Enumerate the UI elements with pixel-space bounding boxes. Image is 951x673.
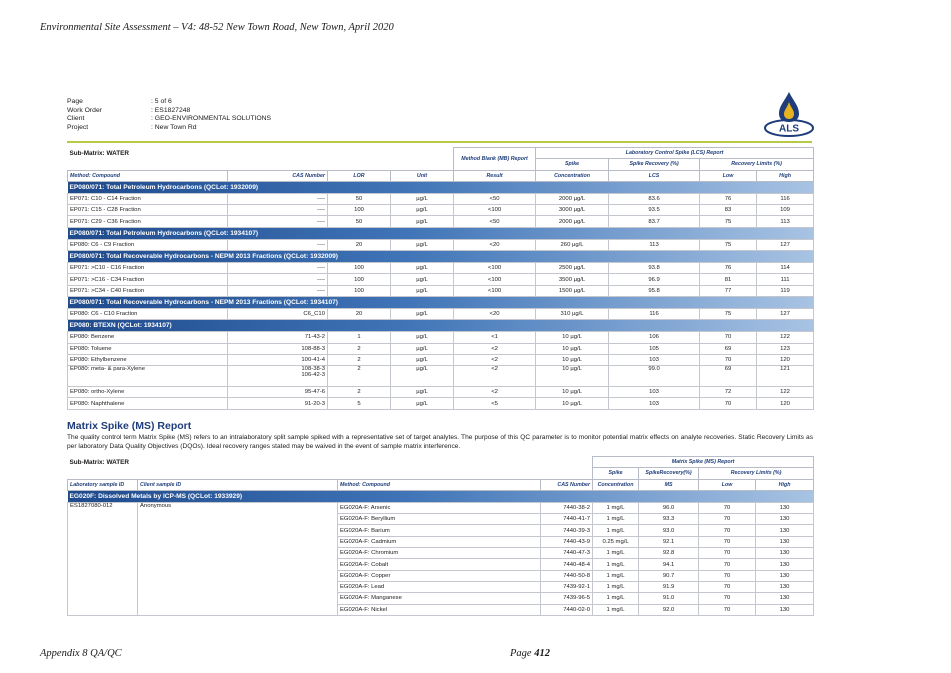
lor: 50	[328, 193, 391, 204]
compound: EG020A-F: Copper	[338, 570, 541, 581]
compound: EP080: C6 - C10 Fraction	[68, 308, 228, 319]
group-row	[68, 296, 814, 308]
cas-number: 7440-38-2	[541, 502, 593, 513]
lor: 100	[328, 263, 391, 274]
result: <20	[454, 239, 536, 250]
compound: EG020A-F: Chromium	[338, 548, 541, 559]
ms-sub-matrix-value: WATER	[106, 458, 130, 466]
unit: µg/L	[391, 398, 454, 409]
lcs: 103	[609, 354, 700, 365]
data-row	[68, 387, 814, 398]
lor: 100	[328, 274, 391, 285]
meta-key: Client	[67, 115, 85, 123]
cas-value: ----	[317, 196, 325, 203]
cas-number	[228, 308, 328, 319]
lcs: 105	[609, 343, 700, 354]
ms: 93.3	[639, 514, 699, 525]
meta-value: : ES1827248	[151, 106, 191, 114]
data-row	[68, 354, 814, 365]
result: <2	[454, 343, 536, 354]
unit: µg/L	[391, 205, 454, 216]
cas-value: 108-38-3	[301, 366, 325, 373]
lcs: 106	[609, 332, 700, 343]
result: <50	[454, 216, 536, 227]
high: 119	[757, 285, 814, 296]
conc: 1 mg/L	[593, 559, 639, 570]
conc: 2500 µg/L	[536, 263, 609, 274]
meta-value: : 5 of 6	[151, 98, 172, 105]
meta-value: : New Town Rd	[151, 123, 197, 131]
ms: 91.0	[639, 593, 699, 604]
low: 70	[700, 332, 757, 343]
high: 113	[757, 216, 814, 227]
conc: 1 mg/L	[593, 604, 639, 615]
als-logo	[763, 90, 815, 138]
group-title: EP080: BTEXN (QCLot: 1934107)	[68, 320, 814, 332]
conc: 10 µg/L	[536, 398, 609, 409]
meta-row	[67, 124, 271, 133]
ms: 93.0	[639, 525, 699, 536]
high: 122	[757, 332, 814, 343]
header-row	[68, 148, 814, 159]
compound: EG020A-F: Beryllium	[338, 514, 541, 525]
col-method: Method: Compound	[68, 170, 228, 181]
cas-number	[228, 274, 328, 285]
high: 123	[757, 343, 814, 354]
group-row	[68, 181, 814, 193]
low: 70	[699, 581, 756, 592]
col-result: Result	[454, 170, 536, 181]
data-row	[68, 216, 814, 227]
high: 116	[757, 193, 814, 204]
lor: 2	[328, 366, 391, 387]
col-method-blank: Method Blank (MB) Report	[454, 148, 536, 171]
unit: µg/L	[391, 285, 454, 296]
high: 130	[756, 548, 814, 559]
group-row	[68, 320, 814, 332]
col-high: High	[756, 479, 814, 490]
compound: EG020A-F: Cadmium	[338, 536, 541, 547]
ms-report-title: Matrix Spike (MS) Report	[67, 420, 192, 432]
col-spike: Spike	[593, 468, 639, 479]
compound: EG020A-F: Arsenic	[338, 502, 541, 513]
cas-number: 7440-48-4	[541, 559, 593, 570]
cas-number	[228, 366, 328, 387]
cas-value: ----	[317, 287, 325, 294]
conc: 0.25 mg/L	[593, 536, 639, 547]
high: 111	[757, 274, 814, 285]
compound: EP080: C6 - C9 Fraction	[68, 239, 228, 250]
col-lcs: LCS	[609, 170, 700, 181]
low: 70	[699, 559, 756, 570]
result: <1	[454, 332, 536, 343]
conc: 1500 µg/L	[536, 285, 609, 296]
col-ms-report: Matrix Spike (MS) Report	[593, 457, 814, 468]
lor: 20	[328, 239, 391, 250]
cas-value: 91-20-3	[304, 400, 325, 407]
meta-value: : GEO-ENVIRONMENTAL SOLUTIONS	[151, 115, 272, 123]
data-row	[68, 193, 814, 204]
compound: EP080: Benzene	[68, 332, 228, 343]
compound: EG020A-F: Lead	[338, 581, 541, 592]
lor: 5	[328, 398, 391, 409]
meta-row	[67, 98, 271, 107]
group-title: EP080/071: Total Petroleum Hydrocarbons (QCLot: 1934107)	[68, 227, 814, 239]
data-row	[68, 308, 814, 319]
conc: 10 µg/L	[536, 332, 609, 343]
group-title: EP080/071: Total Recoverable Hydrocarbons - NEPM 2013 Fractions (QCLot: 1932009)	[68, 251, 814, 263]
sub-matrix-value: WATER	[106, 149, 130, 157]
ms-sub-matrix	[68, 457, 593, 468]
cas-number	[228, 398, 328, 409]
lcs: 116	[609, 308, 700, 319]
result: <2	[454, 387, 536, 398]
low: 70	[699, 502, 756, 513]
cas-number: 7440-41-7	[541, 514, 593, 525]
conc: 10 µg/L	[536, 366, 609, 387]
high: 121	[757, 366, 814, 387]
unit: µg/L	[391, 354, 454, 365]
col-concentration: Concentration	[593, 479, 639, 490]
conc: 1 mg/L	[593, 548, 639, 559]
low: 70	[699, 570, 756, 581]
result: <2	[454, 354, 536, 365]
header-spacer	[68, 468, 593, 479]
data-row	[68, 239, 814, 250]
high: 130	[756, 525, 814, 536]
high: 122	[757, 387, 814, 398]
ms-table	[67, 456, 814, 616]
low: 70	[699, 548, 756, 559]
document-header: Environmental Site Assessment – V4: 48-52 New Town Road, New Town, April 2020	[40, 22, 394, 33]
col-cas: CAS Number	[228, 170, 328, 181]
unit: µg/L	[391, 216, 454, 227]
low: 75	[700, 239, 757, 250]
col-lor: LOR	[328, 170, 391, 181]
cas-number	[228, 332, 328, 343]
high: 127	[757, 308, 814, 319]
unit: µg/L	[391, 193, 454, 204]
col-cas: CAS Number	[541, 479, 593, 490]
result: <100	[454, 263, 536, 274]
group-title: EP080/071: Total Recoverable Hydrocarbons - NEPM 2013 Fractions (QCLot: 1934107)	[68, 296, 814, 308]
cas-value: 100-41-4	[301, 357, 325, 363]
compound: EP080: Toluene	[68, 343, 228, 354]
data-row	[68, 502, 814, 513]
high: 130	[756, 593, 814, 604]
sub-matrix	[68, 148, 454, 159]
low: 76	[700, 193, 757, 204]
cas-number	[228, 205, 328, 216]
header-row	[68, 468, 814, 479]
conc: 310 µg/L	[536, 308, 609, 319]
high: 130	[756, 514, 814, 525]
conc: 260 µg/L	[536, 239, 609, 250]
data-row	[68, 263, 814, 274]
col-spike-recovery: SpikeRecovery(%)	[639, 468, 699, 479]
lcs: 96.9	[609, 274, 700, 285]
low: 70	[699, 593, 756, 604]
conc: 10 µg/L	[536, 387, 609, 398]
cas-number: 7440-43-9	[541, 536, 593, 547]
group-row	[68, 251, 814, 263]
ms: 92.0	[639, 604, 699, 615]
unit: µg/L	[391, 332, 454, 343]
ms: 90.7	[639, 570, 699, 581]
ms-sub-matrix-label: Sub-Matrix:	[69, 458, 105, 466]
unit: µg/L	[391, 274, 454, 285]
unit: µg/L	[391, 366, 454, 387]
compound: EP071: >C16 - C34 Fraction	[68, 274, 228, 285]
unit: µg/L	[391, 343, 454, 354]
header-row	[68, 159, 814, 170]
data-row	[68, 274, 814, 285]
data-row	[68, 343, 814, 354]
conc: 1 mg/L	[593, 570, 639, 581]
cas-value: ----	[317, 207, 325, 214]
conc: 1 mg/L	[593, 525, 639, 536]
high: 130	[756, 536, 814, 547]
high: 120	[757, 354, 814, 365]
lcs: 83.6	[609, 193, 700, 204]
result: <20	[454, 308, 536, 319]
ms: 91.9	[639, 581, 699, 592]
header-row	[68, 170, 814, 181]
group-title: EG020F: Dissolved Metals by ICP-MS (QCLot: 1933929)	[68, 490, 814, 502]
cas-number	[228, 285, 328, 296]
meta-key: Page	[67, 98, 83, 105]
cas-number: 7440-39-3	[541, 525, 593, 536]
compound: EP080: Naphthalene	[68, 398, 228, 409]
meta-key: Project	[67, 123, 89, 131]
lcs: 83.7	[609, 216, 700, 227]
conc: 2000 µg/L	[536, 216, 609, 227]
low: 81	[700, 274, 757, 285]
unit: µg/L	[391, 387, 454, 398]
col-concentration: Concentration	[536, 170, 609, 181]
data-row	[68, 332, 814, 343]
col-spike-recovery: Spike Recovery (%)	[609, 159, 700, 170]
header-divider	[67, 141, 812, 143]
unit: µg/L	[391, 239, 454, 250]
col-low: Low	[699, 479, 756, 490]
sub-matrix-label: Sub-Matrix:	[69, 149, 105, 157]
lcs: 103	[609, 387, 700, 398]
lor: 100	[328, 285, 391, 296]
low: 70	[699, 604, 756, 615]
low: 70	[699, 536, 756, 547]
high: 130	[756, 581, 814, 592]
cas-number: 7439-92-1	[541, 581, 593, 592]
header-spacer	[68, 159, 454, 170]
cas-value: 108-88-3	[301, 345, 325, 352]
lor: 2	[328, 354, 391, 365]
data-row	[68, 366, 814, 387]
cas-number: 7440-02-0	[541, 604, 593, 615]
conc: 2000 µg/L	[536, 193, 609, 204]
unit: µg/L	[391, 308, 454, 319]
cas-value-2: 106-42-3	[301, 372, 325, 379]
result: <2	[454, 366, 536, 387]
conc: 1 mg/L	[593, 514, 639, 525]
conc: 1 mg/L	[593, 502, 639, 513]
low: 69	[700, 366, 757, 387]
lcs-table	[67, 147, 814, 410]
high: 114	[757, 263, 814, 274]
col-lab-id: Laboratory sample ID	[68, 479, 138, 490]
conc: 3000 µg/L	[536, 205, 609, 216]
cas-number	[228, 354, 328, 365]
result: <100	[454, 274, 536, 285]
cas-number	[228, 193, 328, 204]
compound: EP080: meta- & para-Xylene	[68, 366, 228, 387]
data-row	[68, 398, 814, 409]
group-row	[68, 227, 814, 239]
low: 70	[700, 354, 757, 365]
cas-number: 7440-47-3	[541, 548, 593, 559]
header-row	[68, 457, 814, 468]
client-sample-id: Anonymous	[138, 502, 338, 615]
header-row	[68, 479, 814, 490]
lcs: 113	[609, 239, 700, 250]
high: 120	[757, 398, 814, 409]
lcs: 103	[609, 398, 700, 409]
col-high: High	[757, 170, 814, 181]
lor: 100	[328, 205, 391, 216]
report-meta	[67, 98, 271, 132]
meta-key: Work Order	[67, 106, 102, 114]
compound: EG020A-F: Cobalt	[338, 559, 541, 570]
low: 75	[700, 216, 757, 227]
cas-value: ----	[317, 241, 325, 248]
ms: 92.1	[639, 536, 699, 547]
low: 75	[700, 308, 757, 319]
high: 127	[757, 239, 814, 250]
compound: EP071: >C34 - C40 Fraction	[68, 285, 228, 296]
cas-number: 7440-50-8	[541, 570, 593, 581]
low: 72	[700, 387, 757, 398]
conc: 1 mg/L	[593, 581, 639, 592]
meta-row	[67, 107, 271, 116]
col-lcs-report: Laboratory Control Spike (LCS) Report	[536, 148, 814, 159]
conc: 3500 µg/L	[536, 274, 609, 285]
compound: EP071: C29 - C36 Fraction	[68, 216, 228, 227]
cas-number	[228, 343, 328, 354]
compound: EP071: >C10 - C16 Fraction	[68, 263, 228, 274]
lor: 1	[328, 332, 391, 343]
data-row	[68, 205, 814, 216]
cas-number	[228, 387, 328, 398]
high: 130	[756, 570, 814, 581]
compound: EG020A-F: Nickel	[338, 604, 541, 615]
footer-page-number: 412	[534, 648, 550, 659]
lab-sample-id: ES1827080-012	[68, 502, 138, 615]
ms: 94.1	[639, 559, 699, 570]
lcs: 93.8	[609, 263, 700, 274]
conc: 1 mg/L	[593, 593, 639, 604]
footer-page-label: Page	[510, 648, 532, 659]
col-recovery-limits: Recovery Limits (%)	[700, 159, 814, 170]
result: <5	[454, 398, 536, 409]
cas-value: C6_C10	[303, 311, 325, 318]
high: 109	[757, 205, 814, 216]
group-row	[68, 490, 814, 502]
lor: 20	[328, 308, 391, 319]
col-spike: Spike	[536, 159, 609, 170]
cas-number	[228, 263, 328, 274]
low: 76	[700, 263, 757, 274]
compound: EG020A-F: Barium	[338, 525, 541, 536]
high: 130	[756, 604, 814, 615]
compound: EP071: C10 - C14 Fraction	[68, 193, 228, 204]
cas-value: 95-47-6	[304, 389, 325, 396]
cas-value: ----	[317, 276, 325, 283]
footer-appendix: Appendix 8 QA/QC	[40, 648, 122, 659]
lcs: 93.5	[609, 205, 700, 216]
low: 70	[699, 514, 756, 525]
ms: 92.8	[639, 548, 699, 559]
lor: 2	[328, 343, 391, 354]
conc: 10 µg/L	[536, 343, 609, 354]
compound: EP071: C15 - C28 Fraction	[68, 205, 228, 216]
meta-row	[67, 115, 271, 124]
conc: 10 µg/L	[536, 354, 609, 365]
low: 70	[700, 398, 757, 409]
col-ms: MS	[639, 479, 699, 490]
cas-number	[228, 239, 328, 250]
compound: EP080: ortho-Xylene	[68, 387, 228, 398]
cas-value: ----	[317, 218, 325, 225]
data-row	[68, 285, 814, 296]
lor: 50	[328, 216, 391, 227]
col-method: Method: Compound	[338, 479, 541, 490]
cas-number	[228, 216, 328, 227]
lcs: 95.8	[609, 285, 700, 296]
low: 70	[699, 525, 756, 536]
ms-description: The quality control term Matrix Spike (MS) refers to an intralaboratory split sample spiked with a representative set of target analytes. The purpose of this QC parameter is to monitor potential matrix effects on analyte recoveries. Static Recovery Limits as per laboratory Data Quality Objectives (DQOs). Ideal recovery ranges stated may be waived in the event of sample matrix interference.	[67, 434, 813, 451]
low: 77	[700, 285, 757, 296]
result: <100	[454, 285, 536, 296]
ms: 96.0	[639, 502, 699, 513]
col-recovery-limits: Recovery Limits (%)	[699, 468, 814, 479]
col-client-id: Client sample ID	[138, 479, 338, 490]
footer-page	[510, 648, 550, 659]
group-title: EP080/071: Total Petroleum Hydrocarbons (QCLot: 1932009)	[68, 181, 814, 193]
result: <100	[454, 205, 536, 216]
result: <50	[454, 193, 536, 204]
cas-number: 7439-96-5	[541, 593, 593, 604]
logo-text: ALS	[779, 123, 799, 135]
cas-value: ----	[317, 265, 325, 272]
cas-value: 71-43-2	[304, 334, 325, 341]
compound: EG020A-F: Manganese	[338, 593, 541, 604]
compound: EP080: Ethylbenzene	[68, 354, 228, 365]
col-unit: Unit	[391, 170, 454, 181]
high: 130	[756, 502, 814, 513]
col-low: Low	[700, 170, 757, 181]
low: 83	[700, 205, 757, 216]
lcs: 99.0	[609, 366, 700, 387]
high: 130	[756, 559, 814, 570]
low: 69	[700, 343, 757, 354]
lor: 2	[328, 387, 391, 398]
unit: µg/L	[391, 263, 454, 274]
